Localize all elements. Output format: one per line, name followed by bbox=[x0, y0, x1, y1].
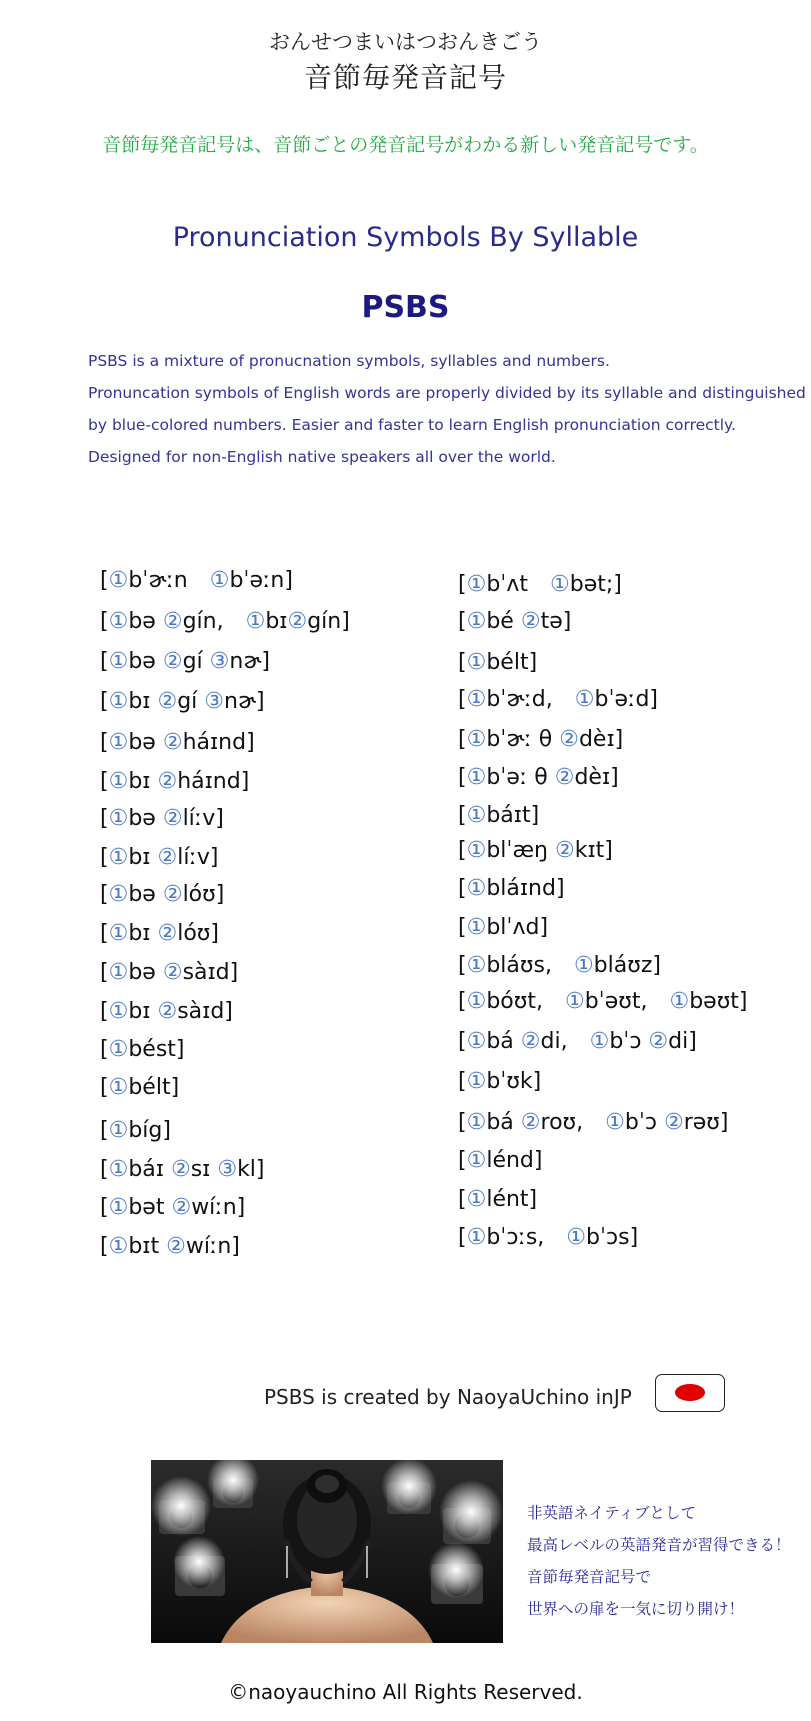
syllable-number: ① bbox=[108, 960, 129, 985]
pronunciation-entry bbox=[100, 805, 224, 833]
phonetic-text: [ bbox=[458, 1110, 467, 1135]
syllable-number: ② bbox=[162, 806, 183, 831]
pronunciation-entry bbox=[100, 1194, 245, 1222]
pronunciation-entry bbox=[458, 914, 548, 942]
phonetic-text: bélt] bbox=[486, 650, 538, 675]
syllable-number: ① bbox=[466, 727, 487, 752]
phonetic-text: kɪt] bbox=[574, 838, 613, 863]
photo-woman-paparazzi bbox=[151, 1460, 503, 1643]
phonetic-text: wíːn] bbox=[185, 1234, 240, 1259]
syllable-number: ② bbox=[162, 960, 183, 985]
pronunciation-entry bbox=[458, 649, 537, 677]
syllable-number: ① bbox=[589, 1029, 610, 1054]
syllable-number: ① bbox=[573, 953, 594, 978]
phonetic-text: bɪ bbox=[128, 769, 158, 794]
syllable-number: ② bbox=[520, 1110, 541, 1135]
pronunciation-entry bbox=[458, 988, 748, 1016]
syllable-number: ① bbox=[605, 1110, 625, 1135]
phonetic-text: gín] bbox=[307, 609, 350, 634]
promo-line: 最高レベルの英語発音が習得できる！ bbox=[527, 1536, 791, 1554]
phonetic-text: blˈæŋ bbox=[486, 838, 555, 863]
phonetic-text: lénd] bbox=[486, 1148, 543, 1173]
phonetic-text: [ bbox=[458, 687, 467, 712]
phonetic-text: [ bbox=[458, 915, 467, 940]
pronunciation-entry bbox=[458, 726, 623, 754]
phonetic-text: bˈəːd] bbox=[594, 687, 658, 712]
syllable-number: ① bbox=[466, 953, 487, 978]
phonetic-text: [ bbox=[458, 1069, 467, 1094]
pronunciation-entry bbox=[458, 1147, 542, 1175]
pronunciation-entry bbox=[458, 1224, 638, 1252]
tagline: 音節毎発音記号は、音節ごとの発音記号がわかる新しい発音記号です。 bbox=[102, 134, 709, 156]
phonetic-text: [ bbox=[100, 845, 109, 870]
phonetic-text: bɪt bbox=[128, 1234, 167, 1259]
phonetic-text: rəʊ] bbox=[683, 1110, 729, 1135]
phonetic-text: gín, bbox=[182, 609, 246, 634]
phonetic-text: bə bbox=[128, 882, 163, 907]
syllable-number: ① bbox=[466, 687, 487, 712]
phonetic-text: di] bbox=[668, 1029, 697, 1054]
phonetic-text: [ bbox=[100, 1075, 109, 1100]
promo-text bbox=[527, 1497, 791, 1625]
phonetic-text: háɪnd] bbox=[182, 730, 255, 755]
syllable-number: ① bbox=[466, 1110, 487, 1135]
promo-line: 非英語ネイティブとして bbox=[527, 1504, 696, 1522]
phonetic-text: [ bbox=[458, 1029, 467, 1054]
credit-line: PSBS is created by NaoyaUchino inJP bbox=[264, 1385, 632, 1409]
description-line: Designed for non-English native speakers all over the world. bbox=[88, 448, 556, 466]
syllable-number: ① bbox=[669, 989, 690, 1014]
pronunciation-entry bbox=[100, 567, 293, 595]
pronunciation-entry bbox=[458, 571, 622, 599]
pronunciation-entry bbox=[100, 729, 255, 757]
pronunciation-entry bbox=[100, 1156, 265, 1184]
pronunciation-entry bbox=[458, 764, 619, 792]
phonetic-text: blˈʌd] bbox=[486, 915, 549, 940]
pronunciation-entry bbox=[100, 1117, 171, 1145]
syllable-number: ② bbox=[554, 765, 575, 790]
phonetic-text: [ bbox=[458, 727, 467, 752]
phonetic-text: [ bbox=[458, 838, 467, 863]
syllable-number: ② bbox=[170, 1157, 191, 1182]
syllable-number: ② bbox=[162, 882, 183, 907]
phonetic-text: bést] bbox=[128, 1037, 185, 1062]
phonetic-text: [ bbox=[100, 609, 109, 634]
pronunciation-entry bbox=[458, 1186, 537, 1214]
pronunciation-entry bbox=[100, 844, 218, 872]
phonetic-text: [ bbox=[100, 960, 109, 985]
pronunciation-entry bbox=[458, 686, 658, 714]
phonetic-text: sàɪd] bbox=[177, 999, 233, 1024]
phonetic-text: bˈɚːn bbox=[128, 568, 210, 593]
phonetic-text: [ bbox=[100, 568, 109, 593]
syllable-number: ① bbox=[108, 1234, 129, 1259]
pronunciation-entry bbox=[100, 881, 224, 909]
syllable-number: ① bbox=[574, 687, 595, 712]
phonetic-text: kl] bbox=[237, 1157, 265, 1182]
phonetic-text: dèɪ] bbox=[574, 765, 619, 790]
english-title: Pronunciation Symbols By Syllable bbox=[172, 222, 639, 253]
syllable-number: ① bbox=[108, 689, 129, 714]
phonetic-text: [ bbox=[100, 999, 109, 1024]
pronunciation-entry bbox=[100, 688, 265, 716]
phonetic-text: bə bbox=[128, 649, 163, 674]
phonetic-text: [ bbox=[100, 649, 109, 674]
syllable-number: ① bbox=[245, 609, 266, 634]
pronunciation-entry bbox=[100, 920, 219, 948]
page-title: 音節毎発音記号 bbox=[303, 61, 507, 94]
phonetic-text: líːv] bbox=[182, 806, 224, 831]
phonetic-text: bɪ bbox=[128, 845, 158, 870]
description-line: PSBS is a mixture of pronucnation symbols, syllables and numbers. bbox=[88, 352, 610, 370]
phonetic-text: [ bbox=[458, 572, 467, 597]
phonetic-text: bˈʊk] bbox=[486, 1069, 542, 1094]
phonetic-text: bíg] bbox=[128, 1118, 171, 1143]
phonetic-text: gí bbox=[182, 649, 210, 674]
syllable-number: ③ bbox=[209, 649, 230, 674]
syllable-number: ② bbox=[555, 838, 575, 863]
syllable-number: ② bbox=[157, 689, 178, 714]
syllable-number: ② bbox=[157, 769, 178, 794]
syllable-number: ① bbox=[466, 1029, 487, 1054]
syllable-number: ① bbox=[566, 1225, 587, 1250]
description-line: by blue-colored numbers. Easier and faster to learn English pronunciation correctly. bbox=[88, 416, 736, 434]
phonetic-text: [ bbox=[100, 1118, 109, 1143]
phonetic-text: [ bbox=[100, 1157, 109, 1182]
syllable-number: ② bbox=[157, 845, 178, 870]
phonetic-text: bɪ bbox=[128, 999, 158, 1024]
syllable-number: ① bbox=[466, 609, 487, 634]
syllable-number: ① bbox=[108, 921, 129, 946]
syllable-number: ① bbox=[466, 1187, 487, 1212]
phonetic-text: bˈɔ bbox=[609, 1029, 649, 1054]
syllable-number: ① bbox=[466, 989, 487, 1014]
syllable-number: ③ bbox=[217, 1157, 238, 1182]
syllable-number: ① bbox=[108, 730, 129, 755]
phonetic-text: wíːn] bbox=[191, 1195, 246, 1220]
phonetic-text: bˈəː θ bbox=[486, 765, 555, 790]
phonetic-text: [ bbox=[458, 876, 467, 901]
syllable-number: ① bbox=[466, 915, 487, 940]
pronunciation-entry bbox=[100, 648, 270, 676]
phonetic-text: bət;] bbox=[569, 572, 622, 597]
syllable-number: ② bbox=[520, 609, 541, 634]
phonetic-text: bˈɔ bbox=[624, 1110, 664, 1135]
phonetic-text: bá bbox=[486, 1029, 521, 1054]
phonetic-text: [ bbox=[100, 769, 109, 794]
syllable-number: ① bbox=[108, 999, 129, 1024]
phonetic-text: bət bbox=[128, 1195, 172, 1220]
phonetic-text: bˈəːn] bbox=[229, 568, 293, 593]
pronunciation-entry bbox=[458, 952, 661, 980]
phonetic-text: bəʊt] bbox=[689, 989, 748, 1014]
pronunciation-entry bbox=[458, 802, 539, 830]
phonetic-text: [ bbox=[458, 953, 467, 978]
phonetic-text: bˈɔːs, bbox=[486, 1225, 567, 1250]
phonetic-text: bélt] bbox=[128, 1075, 180, 1100]
promo-line: 音節毎発音記号で bbox=[527, 1568, 652, 1586]
syllable-number: ② bbox=[157, 999, 178, 1024]
syllable-number: ① bbox=[466, 803, 487, 828]
phonetic-text: [ bbox=[100, 882, 109, 907]
syllable-number: ① bbox=[466, 876, 487, 901]
phonetic-text: háɪnd] bbox=[177, 769, 250, 794]
phonetic-text: dèɪ] bbox=[578, 727, 624, 752]
syllable-number: ① bbox=[466, 1148, 487, 1173]
phonetic-text: bˈɚː θ bbox=[486, 727, 560, 752]
phonetic-text: bá bbox=[486, 1110, 521, 1135]
phonetic-text: [ bbox=[100, 1234, 109, 1259]
phonetic-text: bˈɚːd, bbox=[486, 687, 575, 712]
phonetic-text: bˈɔs] bbox=[586, 1225, 639, 1250]
phonetic-text: [ bbox=[458, 989, 467, 1014]
syllable-number: ② bbox=[162, 609, 183, 634]
promo-line: 世界への扉を一気に切り開け！ bbox=[527, 1600, 745, 1618]
flag-sun bbox=[675, 1384, 705, 1401]
pronunciation-entry bbox=[458, 1068, 541, 1096]
phonetic-text: [ bbox=[100, 1195, 109, 1220]
syllable-number: ② bbox=[648, 1029, 669, 1054]
phonetic-text: roʊ, bbox=[540, 1110, 606, 1135]
phonetic-text: bˈʌt bbox=[486, 572, 550, 597]
phonetic-text: bə bbox=[128, 609, 163, 634]
syllable-number: ① bbox=[108, 1157, 129, 1182]
syllable-number: ② bbox=[166, 1234, 186, 1259]
syllable-number: ② bbox=[520, 1029, 541, 1054]
syllable-number: ② bbox=[559, 727, 579, 752]
phonetic-text: sàɪd] bbox=[182, 960, 239, 985]
pronunciation-entry bbox=[100, 959, 238, 987]
syllable-number: ① bbox=[550, 572, 570, 597]
phonetic-text: sɪ bbox=[190, 1157, 218, 1182]
phonetic-text: lóʊ] bbox=[182, 882, 225, 907]
syllable-number: ① bbox=[108, 1118, 129, 1143]
pronunciation-entry bbox=[100, 1074, 179, 1102]
syllable-number: ① bbox=[108, 845, 129, 870]
pronunciation-entry bbox=[100, 1233, 240, 1261]
phonetic-text: bláɪnd] bbox=[486, 876, 565, 901]
syllable-number: ① bbox=[108, 609, 129, 634]
phonetic-text: [ bbox=[100, 806, 109, 831]
phonetic-text: [ bbox=[100, 1037, 109, 1062]
phonetic-text: bə bbox=[128, 960, 163, 985]
kana-reading: おんせつまいはつおんきごう bbox=[269, 30, 542, 54]
acronym-heading: PSBS bbox=[361, 290, 450, 325]
syllable-number: ③ bbox=[204, 689, 225, 714]
copyright: ©naoyauchino All Rights Reserved. bbox=[228, 1680, 583, 1704]
phonetic-text: bɪ bbox=[265, 609, 288, 634]
syllable-number: ① bbox=[564, 989, 585, 1014]
phonetic-text: bláʊs, bbox=[486, 953, 574, 978]
phonetic-text: líːv] bbox=[177, 845, 219, 870]
syllable-number: ① bbox=[466, 650, 487, 675]
phonetic-text: [ bbox=[458, 1225, 467, 1250]
syllable-number: ② bbox=[157, 921, 178, 946]
phonetic-text: [ bbox=[100, 921, 109, 946]
phonetic-text: di, bbox=[540, 1029, 590, 1054]
japan-flag-icon bbox=[655, 1374, 725, 1412]
syllable-number: ① bbox=[108, 1195, 129, 1220]
syllable-number: ① bbox=[108, 649, 129, 674]
phonetic-text: [ bbox=[100, 689, 109, 714]
syllable-number: ② bbox=[162, 649, 183, 674]
syllable-number: ① bbox=[108, 568, 129, 593]
phonetic-text: gí bbox=[177, 689, 205, 714]
pronunciation-entry bbox=[458, 608, 571, 636]
phonetic-text: [ bbox=[458, 803, 467, 828]
phonetic-text: bɪ bbox=[128, 921, 158, 946]
description-line: Pronuncation symbols of English words are properly divided by its syllable and distinguished bbox=[88, 384, 806, 402]
syllable-number: ① bbox=[466, 1225, 487, 1250]
pronunciation-entry bbox=[458, 875, 565, 903]
syllable-number: ② bbox=[287, 609, 308, 634]
syllable-number: ① bbox=[466, 838, 487, 863]
phonetic-text: [ bbox=[458, 650, 467, 675]
phonetic-text: [ bbox=[458, 1187, 467, 1212]
phonetic-text: bláʊz] bbox=[593, 953, 661, 978]
phonetic-text: bé bbox=[486, 609, 521, 634]
pronunciation-entry bbox=[100, 608, 350, 636]
syllable-number: ① bbox=[466, 1069, 487, 1094]
syllable-number: ① bbox=[108, 1037, 129, 1062]
phonetic-text: [ bbox=[458, 609, 467, 634]
phonetic-text: [ bbox=[458, 765, 467, 790]
pronunciation-entry bbox=[458, 1028, 697, 1056]
syllable-number: ② bbox=[162, 730, 183, 755]
syllable-number: ① bbox=[108, 1075, 129, 1100]
description bbox=[88, 345, 808, 473]
syllable-number: ① bbox=[108, 882, 129, 907]
syllable-number: ① bbox=[209, 568, 230, 593]
syllable-number: ① bbox=[466, 572, 487, 597]
pronunciation-entry bbox=[100, 998, 233, 1026]
phonetic-text: bˈəʊt, bbox=[584, 989, 670, 1014]
phonetic-text: bə bbox=[128, 730, 163, 755]
phonetic-text: [ bbox=[100, 730, 109, 755]
syllable-number: ① bbox=[466, 765, 487, 790]
phonetic-text: báɪt] bbox=[486, 803, 540, 828]
phonetic-text: bóʊt, bbox=[486, 989, 565, 1014]
phonetic-text: nɚ] bbox=[224, 689, 265, 714]
photo-illustration bbox=[151, 1460, 503, 1643]
phonetic-text: lóʊ] bbox=[177, 921, 219, 946]
pronunciation-entry bbox=[458, 837, 613, 865]
phonetic-text: [ bbox=[458, 1148, 467, 1173]
phonetic-text: bɪ bbox=[128, 689, 158, 714]
syllable-number: ② bbox=[171, 1195, 192, 1220]
pronunciation-entry bbox=[100, 768, 249, 796]
syllable-number: ① bbox=[108, 806, 129, 831]
phonetic-text: bə bbox=[128, 806, 163, 831]
syllable-number: ② bbox=[663, 1110, 684, 1135]
pronunciation-entry bbox=[100, 1036, 185, 1064]
phonetic-text: báɪ bbox=[128, 1157, 171, 1182]
phonetic-text: lént] bbox=[486, 1187, 538, 1212]
pronunciation-entry bbox=[458, 1109, 728, 1137]
phonetic-text: tə] bbox=[540, 609, 572, 634]
phonetic-text: nɚ] bbox=[229, 649, 270, 674]
syllable-number: ① bbox=[108, 769, 129, 794]
